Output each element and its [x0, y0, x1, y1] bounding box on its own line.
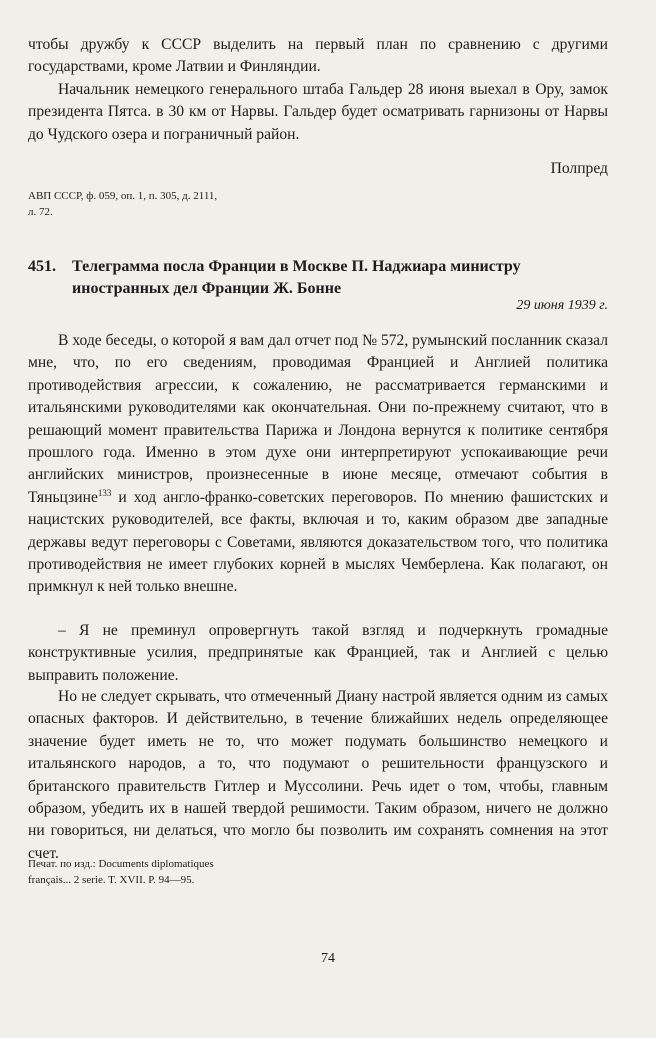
para1-part2: и ход англо-франко-советских переговоров. По мнению фашистских и нацистских руководителей, все факты, включая и то, каким образом две западные державы ведут переговоры с Советами, являются доказательством того, что политика противодействия не имеет глубоких корней в мыслях Чемберлена. Как полагают, он примкнул к ней только внешне.: [28, 488, 608, 596]
document-date: 29 июня 1939 г.: [516, 298, 608, 313]
publication-source-line1: Печат. по изд.: Documents diplomatiques: [28, 858, 214, 870]
para1-part1: В ходе беседы, о которой я вам дал отчет под № 572, румынский посланник сказал мне, что, по его сведениям, проводимая Францией и Англией политика противодействия агрессии, к сожалению, не рассматривается германскими и итальянскими руководителями как окончательная. Они по-прежнему считают, что в решающий момент правительства Парижа и Лондона вернутся к политике сентября прошлого года. Именно в этом духе они интерпретируют успокаивающие речи английских министров, произнесенные в июне месяце, отмечают события в Тяньцзине: [28, 332, 608, 506]
paragraph-halder: Начальник немецкого генерального штаба Гальдер 28 июня выехал в Ору, замок президента Пятса. в 30 км от Нарвы. Гальдер будет осматривать гарнизоны от Нарвы до Чудского озера и пограничный район.: [28, 81, 608, 143]
document-title: [28, 256, 608, 300]
signature: Полпред: [550, 160, 608, 177]
page-number: 74: [321, 951, 335, 966]
document-title-line1: Телеграмма посла Франции в Москве П. Наджиара министру: [72, 258, 521, 275]
paragraph-rebuttal: – Я не преминул опровергнуть такой взгляд и подчеркнуть громадные конструктивные усилия, предпринятые как Францией, так и Англией с целью выправить положение.: [28, 622, 608, 684]
publication-source-line2: français... 2 serie. T. XVII. P. 94—95.: [28, 874, 195, 886]
archive-source-line2: л. 72.: [28, 206, 53, 218]
continued-paragraph: чтобы дружбу к СССР выделить на первый план по сравнению с другими государствами, кроме Латвии и Финляндии.: [28, 36, 608, 76]
publication-source: [28, 856, 588, 888]
document-number: 451.: [28, 258, 56, 275]
paragraph-romanian-envoy: [28, 330, 608, 599]
footnote-ref: 133: [97, 487, 112, 498]
archive-source-line1: АВП СССР, ф. 059, оп. 1, п. 305, д. 2111,: [28, 190, 218, 202]
document-title-line2: иностранных дел Франции Ж. Бонне: [72, 280, 342, 297]
archive-source: [28, 188, 588, 220]
paragraph-dangerous-factors: Но не следует скрывать, что отмеченный Диану настрой является одним из самых опасных факторов. И действительно, в течение ближайших недель определяющее значение будет иметь не то, что может подумать большинство немецкого и итальянского народов, а то, что подумают о решительности французского и британского правительств Гитлер и Муссолини. Речь идет о том, чтобы, главным образом, убедить их в нашей твердой решимости. Таким образом, ничего не должно ни говориться, ни делаться, что могло бы позволить им сохранять сомнения на этот счет.: [28, 688, 608, 862]
